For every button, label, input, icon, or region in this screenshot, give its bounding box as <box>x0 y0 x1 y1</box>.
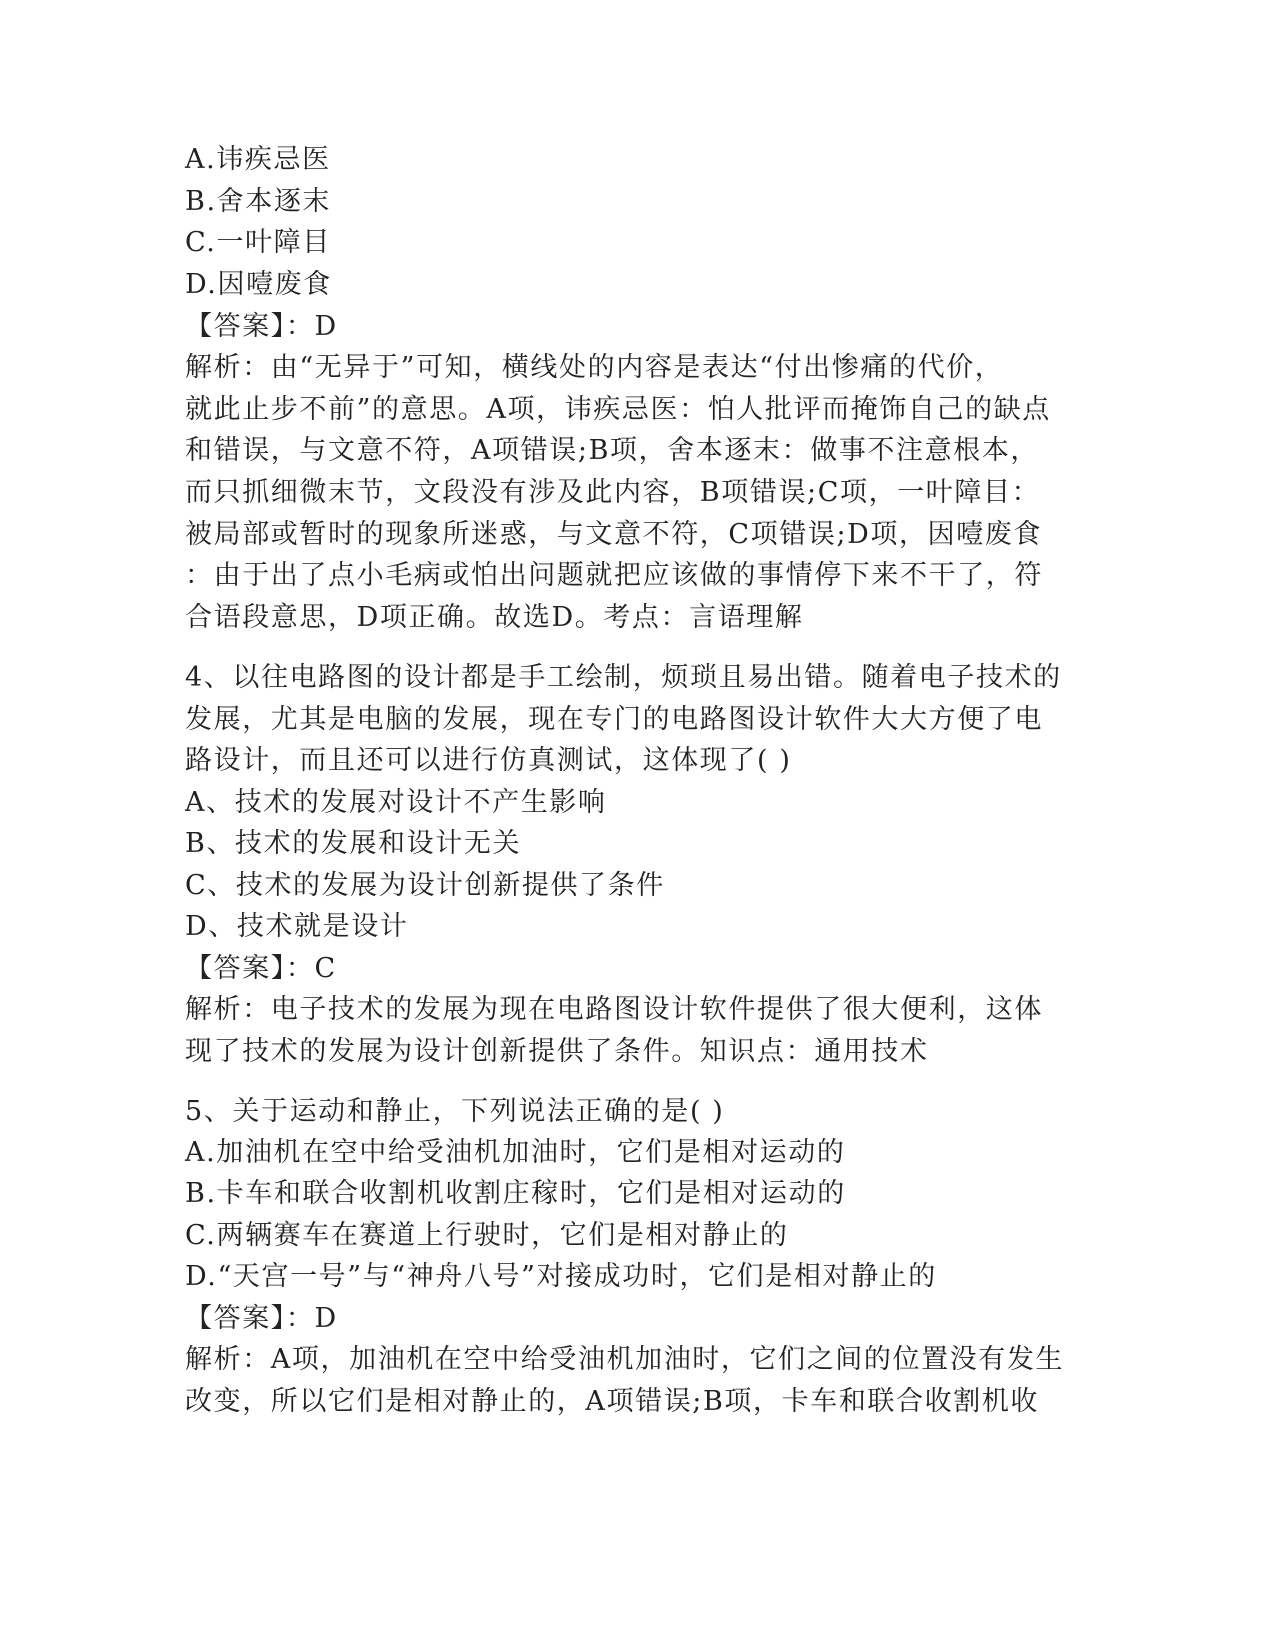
option-b: B.卡车和联合收割机收割庄稼时，它们是相对运动的 <box>185 1178 846 1209</box>
option-a: A.讳疾忌医 <box>185 144 331 175</box>
explanation-line: 解析：A项，加油机在空中给受油机加油时，它们之间的位置没有发生 <box>185 1344 1065 1375</box>
explanation-line: 解析：电子技术的发展为现在电路图设计软件提供了很大便利，这体 <box>185 994 1043 1025</box>
answer: 【答案】：C <box>185 953 337 984</box>
explanation-line: 就此止步不前”的意思。A项，讳疾忌医：怕人批评而掩饰自己的缺点 <box>185 394 1051 425</box>
explanation-line: 解析：由“无异于”可知，横线处的内容是表达“付出惨痛的代价， <box>185 352 1004 383</box>
answer: 【答案】：D <box>185 311 338 342</box>
explanation-line: 改变，所以它们是相对静止的，A项错误;B项，卡车和联合收割机收 <box>185 1386 1040 1417</box>
question-stem-line: 路设计，而且还可以进行仿真测试，这体现了( ) <box>185 745 792 776</box>
option-d: D.“天宫一号”与“神舟八号”对接成功时，它们是相对静止的 <box>185 1261 937 1292</box>
option-a: A、技术的发展对设计不产生影响 <box>185 787 607 818</box>
explanation-line: 被局部或暂时的现象所迷惑，与文意不符，C项错误;D项，因噎废食 <box>185 519 1043 550</box>
question-stem-line: 4、以往电路图的设计都是手工绘制，烦琐且易出错。随着电子技术的 <box>185 662 1062 693</box>
explanation-line: ：由于出了点小毛病或怕出问题就把应该做的事情停下来不干了，符 <box>185 560 1043 591</box>
option-b: B、技术的发展和设计无关 <box>185 828 522 859</box>
explanation-line: 而只抓细微末节，文段没有涉及此内容，B项错误;C项，一叶障目： <box>185 477 1041 508</box>
option-d: D、技术就是设计 <box>185 911 409 942</box>
explanation-line: 和错误，与文意不符，A项错误;B项，舍本逐末：做事不注意根本， <box>185 435 1040 466</box>
option-a: A.加油机在空中给受油机加油时，它们是相对运动的 <box>185 1137 846 1168</box>
answer: 【答案】：D <box>185 1303 338 1334</box>
question-stem: 5、关于运动和静止，下列说法正确的是( ) <box>185 1096 725 1127</box>
explanation-line: 现了技术的发展为设计创新提供了条件。知识点：通用技术 <box>185 1036 929 1067</box>
option-d: D.因噎废食 <box>185 269 332 300</box>
option-c: C.一叶障目 <box>185 227 331 258</box>
option-c: C.两辆赛车在赛道上行驶时，它们是相对静止的 <box>185 1220 789 1251</box>
option-b: B.舍本逐末 <box>185 186 332 217</box>
option-c: C、技术的发展为设计创新提供了条件 <box>185 870 665 901</box>
question-stem-line: 发展，尤其是电脑的发展，现在专门的电路图设计软件大大方便了电 <box>185 704 1043 735</box>
explanation-line: 合语段意思，D项正确。故选D。考点：言语理解 <box>185 602 804 633</box>
